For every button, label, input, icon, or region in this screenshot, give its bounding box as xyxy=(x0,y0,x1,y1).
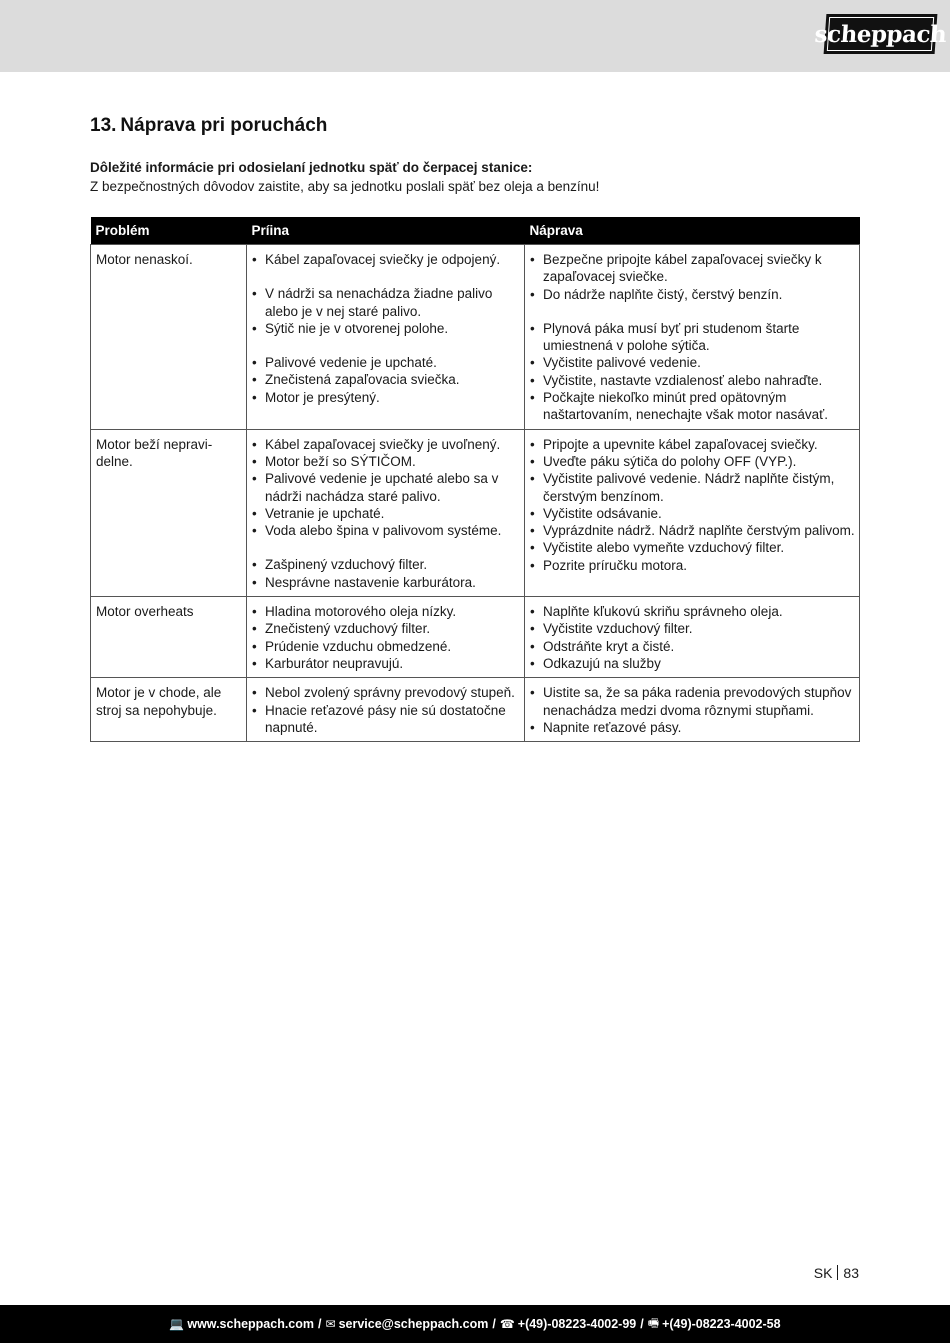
header-cause: Príina xyxy=(247,217,525,245)
cause-cell xyxy=(247,429,525,596)
remedy-item: • Naplňte kľukovú skriňu správneho oleja. xyxy=(529,603,855,620)
section-number: 13. xyxy=(90,115,117,136)
cause-item: • Motor je presýtený. xyxy=(251,389,520,406)
footer-separator: / xyxy=(492,1317,496,1331)
notice-text: Z bezpečnostných dôvodov zaistite, aby sa jednotku poslali späť bez oleja a benzínu! xyxy=(90,179,600,194)
remedy-cell xyxy=(525,678,860,742)
problem-cell xyxy=(91,245,247,430)
problem-text: Motor beží nepravi-delne. xyxy=(96,436,213,469)
remedy-item: • Uveďte páku sýtiča do polohy OFF (VYP.). xyxy=(529,453,855,470)
table-row xyxy=(91,429,860,596)
remedy-item: • Vyprázdnite nádrž. Nádrž naplňte čerstvým palivom. xyxy=(529,522,855,539)
computer-icon: 💻 xyxy=(169,1317,185,1331)
problem-text: Motor nenaskoí. xyxy=(96,252,193,267)
cause-item: • Nebol zvolený správny prevodový stupeň. xyxy=(251,684,520,701)
footer-fax: +(49)-08223-4002-58 xyxy=(662,1317,781,1331)
cause-item: • Hnacie reťazové pásy nie sú dostatočne napnuté. xyxy=(251,702,520,737)
header-bar xyxy=(0,0,950,72)
remedy-cell xyxy=(525,429,860,596)
remedy-item: • Vyčistite palivové vedenie. xyxy=(529,354,855,371)
section-heading xyxy=(90,115,327,137)
cause-item: • Voda alebo špina v palivovom systéme. xyxy=(251,522,520,539)
remedy-item: • Vyčistite alebo vymeňte vzduchový filter. xyxy=(529,539,855,556)
remedy-list xyxy=(529,684,855,736)
remedy-item: • Napnite reťazové pásy. xyxy=(529,719,855,736)
cause-item: • Vetranie je upchaté. xyxy=(251,505,520,522)
remedy-item: • Vyčistite odsávanie. xyxy=(529,505,855,522)
notice-lead: Dôležité informácie pri odosielaní jednotku späť do čerpacej stanice: xyxy=(90,160,533,175)
troubleshooting-table xyxy=(90,217,860,742)
remedy-item: • Pripojte a upevnite kábel zapaľovacej sviečky. xyxy=(529,436,855,453)
remedy-item: • Vyčistite vzduchový filter. xyxy=(529,620,855,637)
cause-cell xyxy=(247,678,525,742)
mail-icon: ✉ xyxy=(325,1317,336,1331)
page-number xyxy=(814,1265,859,1281)
cause-cell xyxy=(247,597,525,678)
scheppach-logo: scheppach xyxy=(824,14,938,54)
footer-separator: / xyxy=(318,1317,322,1331)
page-divider xyxy=(837,1265,838,1280)
footer-separator: / xyxy=(640,1317,644,1331)
cause-item: • Znečistená zapaľovacia sviečka. xyxy=(251,371,520,388)
cause-item: • Kábel zapaľovacej sviečky je uvoľnený. xyxy=(251,436,520,453)
phone-icon: ☎ xyxy=(499,1317,515,1331)
remedy-item: • Odstráňte kryt a čisté. xyxy=(529,638,855,655)
remedy-item: • Vyčistite, nastavte vzdialenosť alebo nahraďte. xyxy=(529,372,855,389)
cause-item: • Palivové vedenie je upchaté alebo sa v nádrži nachádza staré palivo. xyxy=(251,470,520,505)
problem-cell xyxy=(91,678,247,742)
remedy-item: • Počkajte niekoľko minút pred opätovným naštartovaním, nenechajte však motor nasávať. xyxy=(529,389,855,424)
remedy-item: • Pozrite príručku motora. xyxy=(529,557,855,574)
remedy-list xyxy=(529,436,855,574)
cause-item: • Karburátor neupravujú. xyxy=(251,655,520,672)
remedy-item: • Do nádrže naplňte čistý, čerstvý benzín. xyxy=(529,286,855,303)
cause-list xyxy=(251,436,520,591)
footer-bar xyxy=(0,1305,950,1343)
cause-item: • Znečistený vzduchový filter. xyxy=(251,620,520,637)
problem-cell xyxy=(91,597,247,678)
cause-item: • Palivové vedenie je upchaté. xyxy=(251,354,520,371)
cause-item: • Motor beží so SÝTIČOM. xyxy=(251,453,520,470)
cause-item: • Nesprávne nastavenie karburátora. xyxy=(251,574,520,591)
table-row xyxy=(91,245,860,430)
remedy-item: • Uistite sa, že sa páka radenia prevodových stupňov nenachádza medzi dvoma rôznymi stupňami. xyxy=(529,684,855,719)
remedy-cell xyxy=(525,245,860,430)
remedy-cell xyxy=(525,597,860,678)
remedy-item: • Odkazujú na služby xyxy=(529,655,855,672)
cause-item: • Zašpinený vzduchový filter. xyxy=(251,556,520,573)
footer-website[interactable]: www.scheppach.com xyxy=(187,1317,315,1331)
footer-phone: +(49)-08223-4002-99 xyxy=(517,1317,637,1331)
remedy-list xyxy=(529,251,855,424)
table-row xyxy=(91,597,860,678)
page-language: SK xyxy=(813,1265,833,1281)
table-row xyxy=(91,678,860,742)
page-number-value: 83 xyxy=(843,1265,859,1281)
remedy-item: • Plynová páka musí byť pri studenom štarte umiestnená v polohe sýtiča. xyxy=(529,320,855,355)
cause-list xyxy=(251,251,520,406)
cause-item: • Hladina motorového oleja nízky. xyxy=(251,603,520,620)
cause-item: • Prúdenie vzduchu obmedzené. xyxy=(251,638,520,655)
cause-list xyxy=(251,684,520,736)
cause-cell xyxy=(247,245,525,430)
header-remedy: Náprava xyxy=(525,217,860,245)
notice xyxy=(90,158,870,196)
header-problem: Problém xyxy=(91,217,247,245)
problem-text: Motor je v chode, ale stroj sa nepohybuje. xyxy=(96,685,222,718)
cause-item: • Sýtič nie je v otvorenej polohe. xyxy=(251,320,520,337)
section-title: Náprava pri poruchách xyxy=(120,115,328,136)
remedy-list xyxy=(529,603,855,672)
footer-email[interactable]: service@scheppach.com xyxy=(338,1317,489,1331)
problem-cell xyxy=(91,429,247,596)
remedy-item: • Bezpečne pripojte kábel zapaľovacej sviečky k zapaľovacej sviečke. xyxy=(529,251,855,286)
problem-text: Motor overheats xyxy=(96,604,194,620)
remedy-item: • Vyčistite palivové vedenie. Nádrž naplňte čistým, čerstvým benzínom. xyxy=(529,470,855,505)
cause-item: • V nádrži sa nenachádza žiadne palivo alebo je v nej staré palivo. xyxy=(251,285,520,320)
cause-list xyxy=(251,603,520,672)
cause-item: • Kábel zapaľovacej sviečky je odpojený. xyxy=(251,251,520,268)
fax-icon: 🖷 xyxy=(647,1315,660,1330)
table-header-row xyxy=(91,217,860,245)
